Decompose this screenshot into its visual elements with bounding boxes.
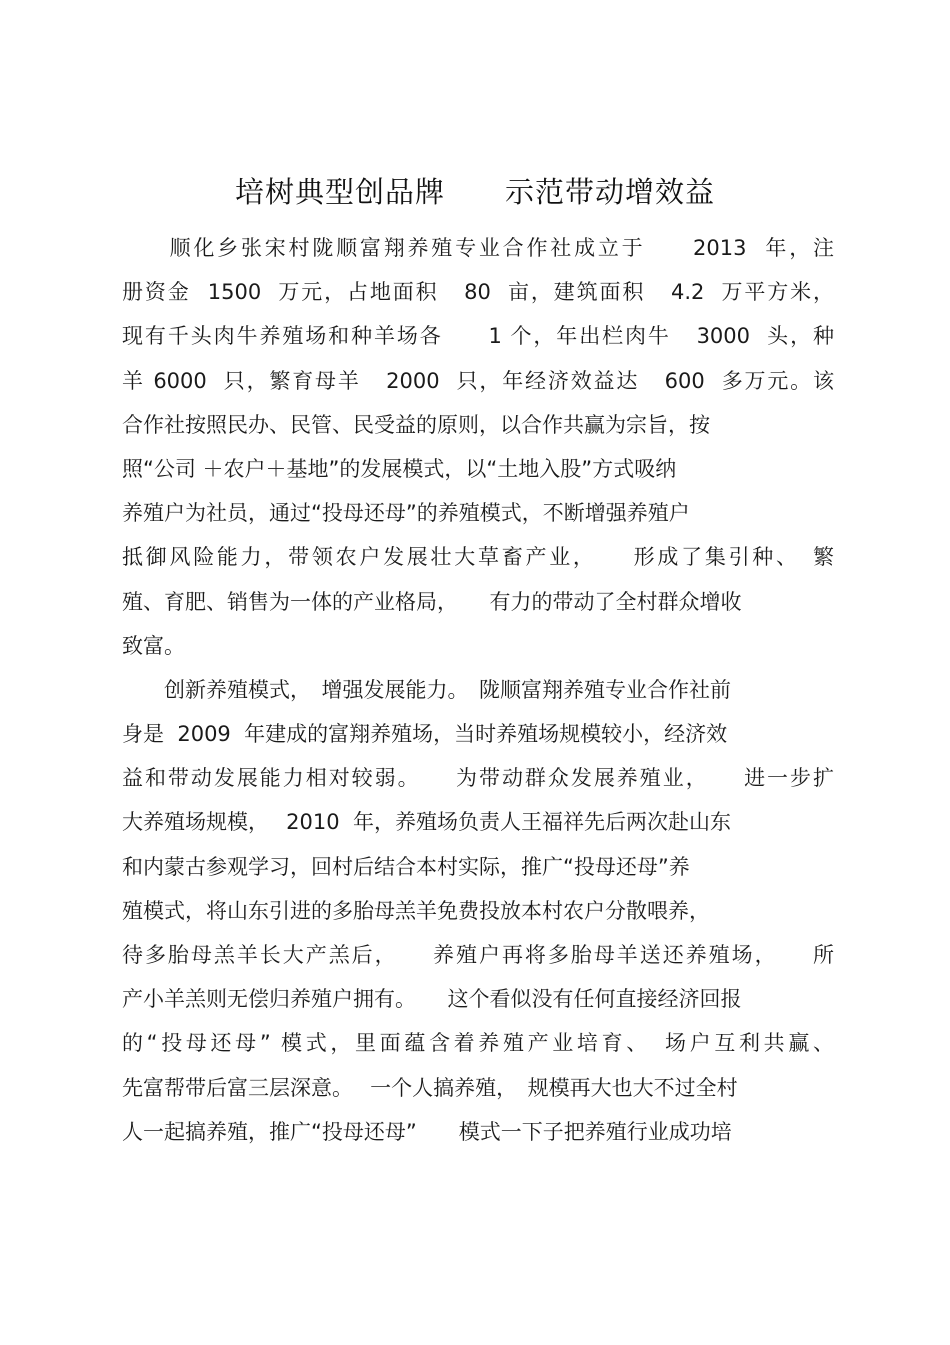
body-line: 创新养殖模式， 增强发展能力。 陇顺富翔养殖专业合作社前	[122, 677, 731, 702]
body-line: 大养殖场规模， 2010 年，养殖场负责人王福祥先后两次赴山东	[122, 810, 731, 835]
body-line: 益和带动发展能力相对较弱。 为带动群众发展养殖业， 进一步扩	[122, 766, 834, 791]
body-line: 殖、育肥、销售为一体的产业格局， 有力的带动了全村群众增收	[122, 589, 742, 614]
body-line: 照“公司 ＋农户＋基地”的发展模式，以“土地入股”方式吸纳	[122, 456, 677, 481]
body-line: 羊 6000 只，繁育母羊 2000 只，年经济效益达 600 多万元。该	[122, 368, 834, 393]
body-line: 产小羊羔则无偿归养殖户拥有。 这个看似没有任何直接经济回报	[122, 987, 742, 1012]
body-line: 身是 2009 年建成的富翔养殖场，当时养殖场规模较小，经济效	[122, 722, 728, 747]
body-line: 的“投母还母” 模式，里面蕴含着养殖产业培育、 场户互利共赢、	[122, 1031, 834, 1056]
document-body	[122, 226, 834, 1154]
body-line: 抵御风险能力，带领农户发展壮大草畜产业， 形成了集引种、 繁	[122, 545, 834, 570]
body-line: 现有千头肉牛养殖场和种羊场各 1 个，年出栏肉牛 3000 头，种	[122, 324, 834, 349]
body-line: 养殖户为社员，通过“投母还母”的养殖模式，不断增强养殖户	[122, 501, 690, 526]
body-line: 致富。	[122, 633, 185, 658]
document-title: 培树典型创品牌 示范带动增效益	[234, 175, 715, 209]
body-line: 人一起搞养殖，推广“投母还母” 模式一下子把养殖行业成功培	[122, 1119, 732, 1144]
body-line: 先富帮带后富三层深意。 一个人搞养殖， 规模再大也大不过全村	[122, 1075, 738, 1100]
body-line: 合作社按照民办、民管、民受益的原则，以合作共赢为宗旨，按	[122, 412, 710, 437]
body-line: 和内蒙古参观学习，回村后结合本村实际，推广“投母还母”养	[122, 854, 690, 879]
body-line: 待多胎母羔羊长大产羔后， 养殖户再将多胎母羊送还养殖场， 所	[122, 943, 834, 967]
body-line: 册资金 1500 万元，占地面积 80 亩，建筑面积 4.2 万平方米，	[122, 280, 834, 305]
body-line: 顺化乡张宋村陇顺富翔养殖专业合作社成立于 2013 年，注	[122, 236, 834, 260]
body-line: 殖模式，将山东引进的多胎母羔羊免费投放本村农户分散喂养，	[122, 898, 710, 923]
